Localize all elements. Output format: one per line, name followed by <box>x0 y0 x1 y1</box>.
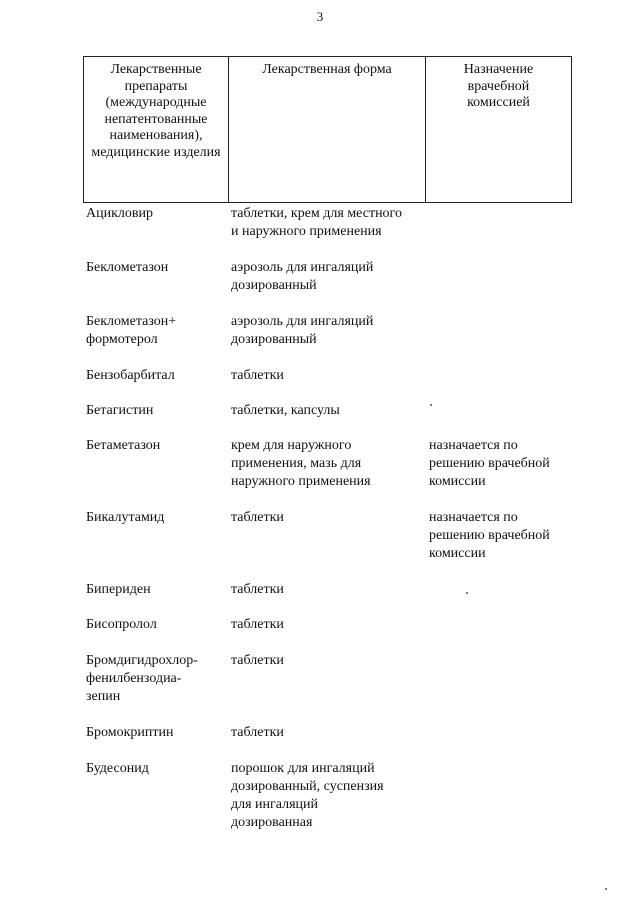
table-header <box>83 56 572 203</box>
dosage-form-line: применения, мазь для <box>231 456 362 471</box>
commission-note <box>429 616 579 634</box>
medicine-name-line: Беклометазон+ <box>86 314 177 329</box>
table-row <box>86 724 579 742</box>
dosage-form-line: дозированный, суспензия <box>231 779 384 794</box>
medicine-name-line: Бетаметазон <box>86 438 161 453</box>
commission-note <box>429 437 579 491</box>
dosage-form-line: аэрозоль для ингаляций <box>231 260 374 275</box>
medicine-name-line: Беклометазон <box>86 260 169 275</box>
table-row <box>86 509 579 563</box>
medicine-name-line: Бромокриптин <box>86 725 174 740</box>
dosage-form <box>231 509 429 563</box>
medicine-name <box>86 205 231 241</box>
dosage-form-line: дозированный <box>231 278 317 293</box>
dosage-form <box>231 367 429 385</box>
commission-note <box>429 402 579 420</box>
table-row <box>86 760 579 832</box>
table-row <box>86 402 579 420</box>
table-row <box>86 437 579 491</box>
dosage-form-line: для ингаляций <box>231 797 319 812</box>
medicine-name-line: Ацикловир <box>86 206 153 221</box>
dosage-form-line: таблетки <box>231 725 284 740</box>
dosage-form-line: наружного применения <box>231 474 371 489</box>
medicine-name-line: фенилбензодиа- <box>86 671 182 686</box>
medicine-name <box>86 581 231 599</box>
page-number: 3 <box>316 9 324 24</box>
medicine-name-line: Бисопролол <box>86 617 157 632</box>
medicine-name-line: Бипериден <box>86 582 151 597</box>
header-medicines: Лекарственные препараты (международные непатентованные наименования), медицинские изделия <box>84 57 229 202</box>
dosage-form <box>231 652 429 706</box>
medicine-name <box>86 259 231 295</box>
scan-speck <box>430 404 432 406</box>
commission-note <box>429 205 579 241</box>
commission-note-line: назначается по <box>429 438 518 453</box>
dosage-form-line: крем для наружного <box>231 438 352 453</box>
medicine-name <box>86 402 231 420</box>
dosage-form-line: таблетки, капсулы <box>231 403 340 418</box>
medicine-name <box>86 509 231 563</box>
dosage-form-line: порошок для ингаляций <box>231 761 375 776</box>
table-row <box>86 581 579 599</box>
dosage-form <box>231 581 429 599</box>
commission-note-line: решению врачебной <box>429 528 550 543</box>
dosage-form-line: таблетки <box>231 510 284 525</box>
medicine-name <box>86 616 231 634</box>
dosage-form-line: дозированная <box>231 815 313 830</box>
dosage-form <box>231 259 429 295</box>
dosage-form <box>231 437 429 491</box>
commission-note <box>429 367 579 385</box>
commission-note-line: комиссии <box>429 546 486 561</box>
dosage-form <box>231 402 429 420</box>
table-row <box>86 616 579 634</box>
scan-speck <box>605 888 607 890</box>
dosage-form-line: аэрозоль для ингаляций <box>231 314 374 329</box>
scan-speck <box>466 592 468 594</box>
medicine-name-line: зепин <box>86 689 121 704</box>
commission-note <box>429 313 579 349</box>
medicine-name <box>86 367 231 385</box>
dosage-form-line: таблетки <box>231 368 284 383</box>
table-row <box>86 205 579 241</box>
table-row <box>86 313 579 349</box>
commission-note <box>429 724 579 742</box>
dosage-form <box>231 724 429 742</box>
medicine-name-line: Бетагистин <box>86 403 154 418</box>
dosage-form <box>231 616 429 634</box>
medicine-name-line: Бензобарбитал <box>86 368 175 383</box>
commission-note <box>429 259 579 295</box>
dosage-form-line: таблетки <box>231 582 284 597</box>
table-row <box>86 652 579 706</box>
medicine-name-line: Будесонид <box>86 761 149 776</box>
dosage-form <box>231 205 429 241</box>
medicine-name-line: Бикалутамид <box>86 510 165 525</box>
dosage-form-line: таблетки <box>231 653 284 668</box>
commission-note-line: комиссии <box>429 474 486 489</box>
dosage-form-line: и наружного применения <box>231 224 382 239</box>
dosage-form-line: дозированный <box>231 332 317 347</box>
medicine-name <box>86 760 231 832</box>
header-commission: Назначение врачебной комиссией <box>463 62 534 110</box>
table-row <box>86 367 579 385</box>
commission-note <box>429 509 579 563</box>
medicine-name-line: Бромдигидрохлор- <box>86 653 198 668</box>
medicine-name <box>86 724 231 742</box>
commission-note <box>429 581 579 599</box>
header-dosage-form: Лекарственная форма <box>229 57 426 202</box>
medicine-name <box>86 437 231 491</box>
dosage-form-line: таблетки <box>231 617 284 632</box>
dosage-form <box>231 760 429 832</box>
dosage-form <box>231 313 429 349</box>
commission-note <box>429 652 579 706</box>
medicine-name-line: формотерол <box>86 332 158 347</box>
commission-note-line: назначается по <box>429 510 518 525</box>
medicine-name <box>86 313 231 349</box>
commission-note-line: решению врачебной <box>429 456 550 471</box>
medicine-name <box>86 652 231 706</box>
dosage-form-line: таблетки, крем для местного <box>231 206 402 221</box>
table-row <box>86 259 579 295</box>
commission-note <box>429 760 579 832</box>
